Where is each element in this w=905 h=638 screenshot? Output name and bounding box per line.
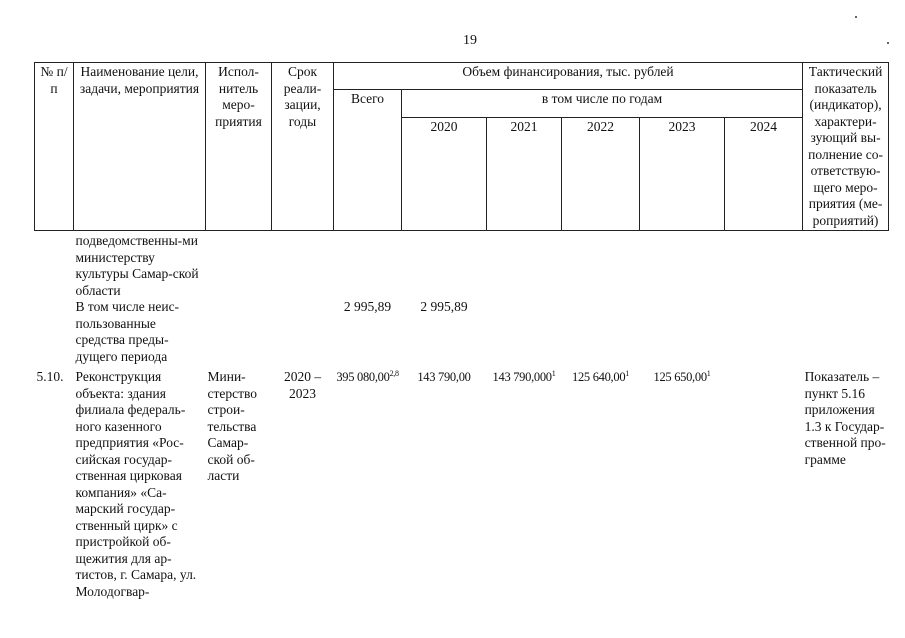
scan-speck — [855, 16, 857, 18]
financing-table — [34, 62, 889, 600]
row-2023: 125 650,00$^1$ — [653, 368, 711, 384]
page-number: 19 — [463, 33, 477, 48]
row-indicator: Показатель – пункт 5.16 приложения 1.3 к Государ-ственной про-грамме — [804, 369, 886, 467]
header-name: Наименование цели, задачи, мероприятия — [74, 63, 206, 231]
header-indicator: Тактический показатель (индикатор), характери-зующий вы-полнение со-ответствую-щего меро-приятия (ме-роприятий) — [803, 63, 889, 231]
scan-speck — [887, 42, 889, 44]
unused-funds-2020: 2 995,89 — [420, 299, 468, 314]
header-by-years: в том числе по годам — [402, 90, 803, 118]
footnote-mark: 2,8 — [389, 368, 399, 378]
row-2022: 125 640,00$^1$ — [572, 368, 629, 384]
header-year: 2022 — [562, 118, 640, 231]
table-row — [35, 299, 889, 365]
footnote-mark: 1 — [706, 368, 711, 378]
header-financing: Объем финансирования, тыс. рублей — [334, 63, 803, 90]
continuation-name: подведомственны-ми министерству культуры Самар-ской области — [75, 233, 199, 298]
table-row — [35, 365, 889, 600]
unused-funds-name: В том числе неис-пользованные средства преды-дущего периода — [75, 299, 180, 364]
header-period: Срок реали-зации, годы — [272, 63, 334, 231]
row-2024 — [725, 365, 803, 600]
header-row — [35, 63, 889, 90]
row-2020: 143 790,00 — [417, 370, 471, 384]
header-year: 2024 — [725, 118, 803, 231]
header-total: Всего — [334, 90, 402, 231]
header-num: № п/п — [35, 63, 74, 231]
row-total: 395 080,00$^{2,8}$ — [336, 368, 399, 384]
footnote-mark: 1 — [625, 368, 629, 378]
row-number: 5.10. — [36, 369, 64, 384]
header-executor: Испол-нитель меро-приятия — [206, 63, 272, 231]
unused-funds-total: 2 995,89 — [343, 299, 392, 314]
table-row — [35, 231, 889, 300]
row-2021: 143 790,000$^1$ — [492, 368, 556, 384]
footnote-mark: 1 — [551, 368, 556, 378]
header-year: 2020 — [402, 118, 487, 231]
header-year: 2021 — [487, 118, 562, 231]
row-executor: Мини-стерство строи-тельства Самар-ской об-ласти — [207, 369, 258, 483]
header-year: 2023 — [640, 118, 725, 231]
row-name: Реконструкция объекта: здания филиала федераль-ного казенного предприятия «Рос-сийская государ-ственная цирковая компания» «Са-марский государ-ственный цирк» с пристройкой об-щежития для ар-тистов, г. Самара, ул. Молодогвар- — [75, 369, 197, 599]
row-period: 2020 – 2023 — [283, 369, 322, 401]
